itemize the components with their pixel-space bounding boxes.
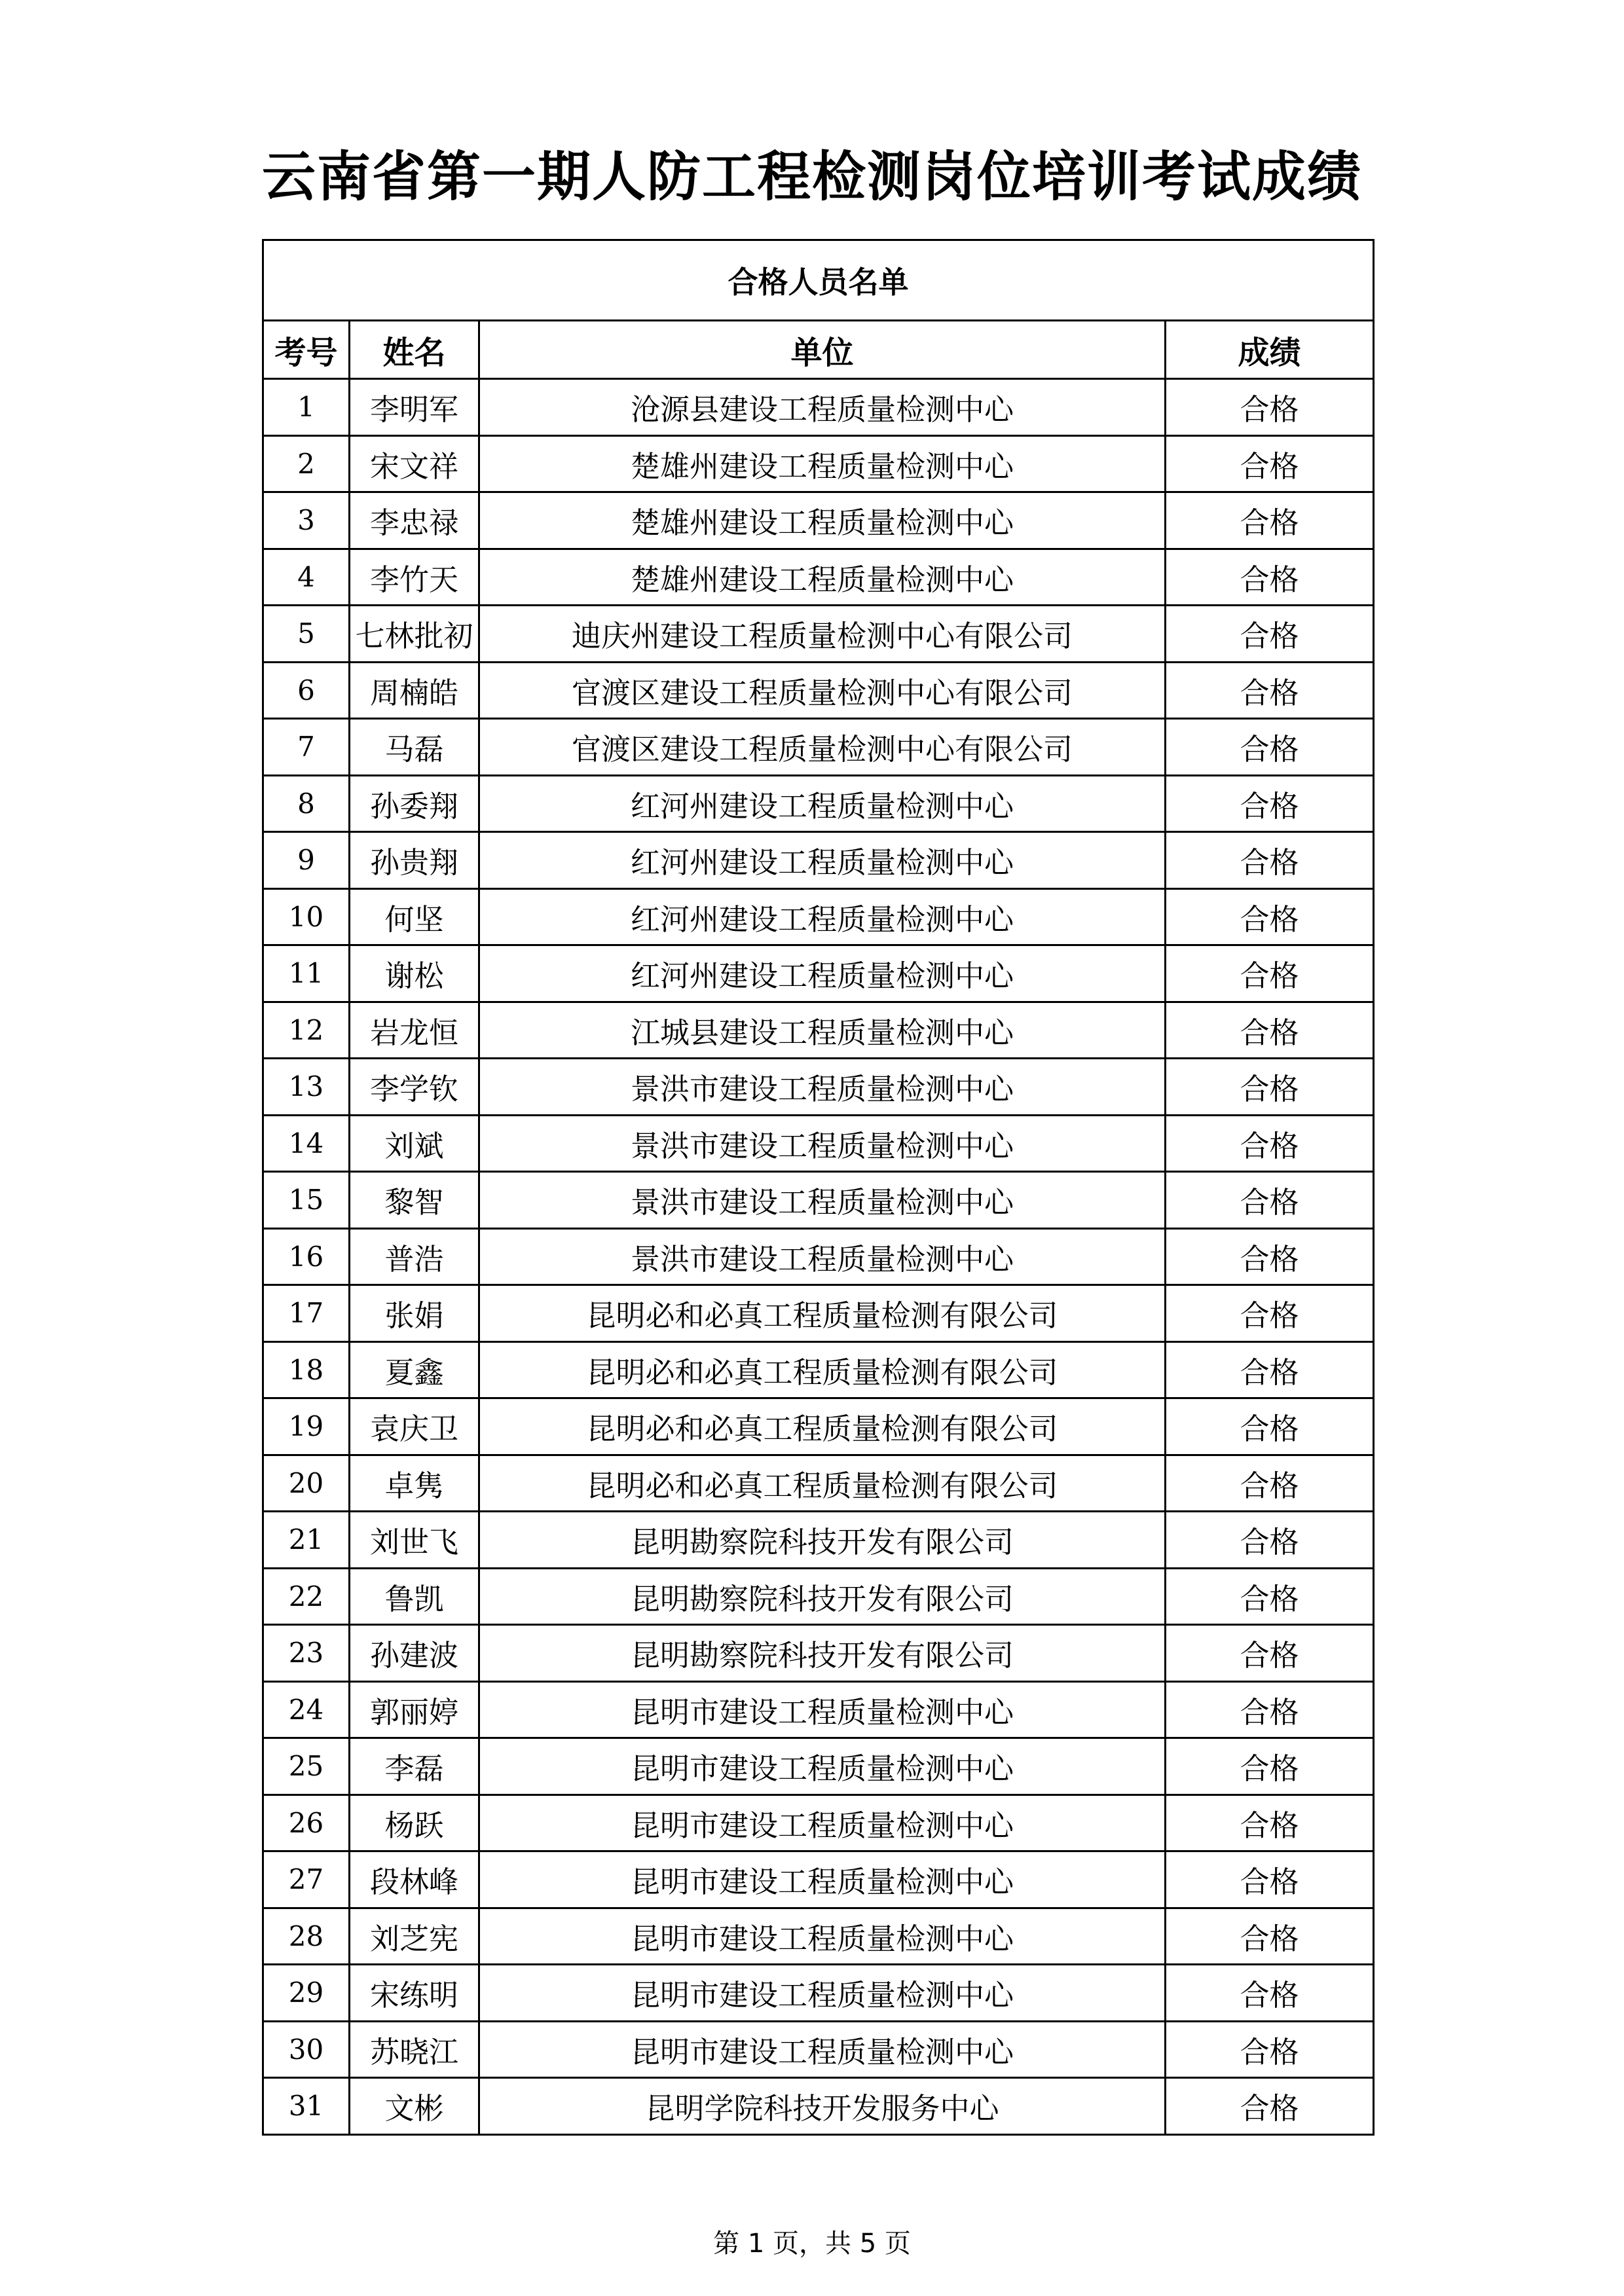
cell-organization: 沧源县建设工程质量检测中心 — [479, 379, 1166, 436]
table-row — [263, 1002, 1374, 1059]
cell-organization: 昆明必和必真工程质量检测有限公司 — [479, 1398, 1166, 1455]
cell-result: 合格 — [1166, 2078, 1374, 2135]
cell-result: 合格 — [1166, 1681, 1374, 1738]
cell-result: 合格 — [1166, 945, 1374, 1002]
cell-name: 七林批初 — [350, 606, 479, 663]
cell-organization: 景洪市建设工程质量检测中心 — [479, 1059, 1166, 1116]
table-row — [263, 1059, 1374, 1116]
cell-organization: 昆明市建设工程质量检测中心 — [479, 1908, 1166, 1965]
cell-exam-number: 17 — [263, 1285, 350, 1342]
cell-organization: 昆明市建设工程质量检测中心 — [479, 1795, 1166, 1851]
cell-name: 宋文祥 — [350, 435, 479, 492]
cell-organization: 红河州建设工程质量检测中心 — [479, 888, 1166, 945]
cell-exam-number: 6 — [263, 662, 350, 719]
cell-name: 李明军 — [350, 379, 479, 436]
header-organization: 单位 — [479, 321, 1166, 379]
page-title: 云南省第一期人防工程检测岗位培训考试成绩 — [261, 145, 1362, 208]
cell-exam-number: 5 — [263, 606, 350, 663]
table-row — [263, 832, 1374, 889]
cell-name: 文彬 — [350, 2078, 479, 2135]
cell-result: 合格 — [1166, 1965, 1374, 2022]
cell-result: 合格 — [1166, 379, 1374, 436]
cell-exam-number: 16 — [263, 1228, 350, 1285]
table-row — [263, 1285, 1374, 1342]
table-row — [263, 606, 1374, 663]
table-row — [263, 549, 1374, 606]
cell-organization: 昆明市建设工程质量检测中心 — [479, 2021, 1166, 2078]
cell-exam-number: 4 — [263, 549, 350, 606]
cell-result: 合格 — [1166, 719, 1374, 776]
cell-name: 李忠禄 — [350, 492, 479, 549]
table-row — [263, 1965, 1374, 2022]
cell-exam-number: 12 — [263, 1002, 350, 1059]
cell-name: 夏鑫 — [350, 1341, 479, 1398]
cell-organization: 官渡区建设工程质量检测中心有限公司 — [479, 662, 1166, 719]
table-row — [263, 1512, 1374, 1569]
table-row — [263, 492, 1374, 549]
table-caption: 合格人员名单 — [263, 240, 1374, 321]
cell-exam-number: 3 — [263, 492, 350, 549]
cell-name: 马磊 — [350, 719, 479, 776]
table-row — [263, 775, 1374, 832]
cell-organization: 江城县建设工程质量检测中心 — [479, 1002, 1166, 1059]
cell-organization: 昆明勘察院科技开发有限公司 — [479, 1512, 1166, 1569]
cell-result: 合格 — [1166, 1851, 1374, 1908]
table-row — [263, 2021, 1374, 2078]
cell-exam-number: 23 — [263, 1625, 350, 1682]
cell-name: 杨跃 — [350, 1795, 479, 1851]
header-exam-number: 考号 — [263, 321, 350, 379]
header-name: 姓名 — [350, 321, 479, 379]
table-row — [263, 1738, 1374, 1795]
cell-exam-number: 20 — [263, 1455, 350, 1512]
cell-result: 合格 — [1166, 1625, 1374, 1682]
cell-name: 普浩 — [350, 1228, 479, 1285]
cell-exam-number: 13 — [263, 1059, 350, 1116]
cell-name: 段林峰 — [350, 1851, 479, 1908]
cell-exam-number: 1 — [263, 379, 350, 436]
cell-name: 刘世飞 — [350, 1512, 479, 1569]
cell-organization: 昆明市建设工程质量检测中心 — [479, 1851, 1166, 1908]
cell-name: 孙建波 — [350, 1625, 479, 1682]
cell-organization: 红河州建设工程质量检测中心 — [479, 775, 1166, 832]
cell-organization: 昆明市建设工程质量检测中心 — [479, 1681, 1166, 1738]
results-table — [262, 239, 1375, 2136]
cell-exam-number: 8 — [263, 775, 350, 832]
header-result: 成绩 — [1166, 321, 1374, 379]
cell-result: 合格 — [1166, 832, 1374, 889]
cell-organization: 楚雄州建设工程质量检测中心 — [479, 435, 1166, 492]
cell-result: 合格 — [1166, 662, 1374, 719]
cell-name: 李磊 — [350, 1738, 479, 1795]
cell-exam-number: 31 — [263, 2078, 350, 2135]
cell-result: 合格 — [1166, 492, 1374, 549]
cell-result: 合格 — [1166, 888, 1374, 945]
cell-result: 合格 — [1166, 2021, 1374, 2078]
cell-result: 合格 — [1166, 1398, 1374, 1455]
table-row — [263, 719, 1374, 776]
cell-organization: 红河州建设工程质量检测中心 — [479, 945, 1166, 1002]
cell-result: 合格 — [1166, 1795, 1374, 1851]
table-row — [263, 1341, 1374, 1398]
table-row — [263, 1681, 1374, 1738]
cell-result: 合格 — [1166, 549, 1374, 606]
cell-exam-number: 10 — [263, 888, 350, 945]
table-row — [263, 1228, 1374, 1285]
cell-result: 合格 — [1166, 1738, 1374, 1795]
cell-exam-number: 15 — [263, 1172, 350, 1229]
page-footer: 第 1 页，共 5 页 — [713, 2229, 911, 2259]
cell-exam-number: 25 — [263, 1738, 350, 1795]
cell-exam-number: 19 — [263, 1398, 350, 1455]
table-row — [263, 1455, 1374, 1512]
table-row — [263, 1625, 1374, 1682]
table-row — [263, 662, 1374, 719]
cell-name: 孙委翔 — [350, 775, 479, 832]
cell-result: 合格 — [1166, 1172, 1374, 1229]
cell-exam-number: 14 — [263, 1115, 350, 1172]
table-row — [263, 1172, 1374, 1229]
cell-result: 合格 — [1166, 435, 1374, 492]
cell-name: 周楠皓 — [350, 662, 479, 719]
cell-organization: 昆明市建设工程质量检测中心 — [479, 1965, 1166, 2022]
table-row — [263, 435, 1374, 492]
cell-organization: 昆明必和必真工程质量检测有限公司 — [479, 1285, 1166, 1342]
cell-exam-number: 9 — [263, 832, 350, 889]
cell-exam-number: 30 — [263, 2021, 350, 2078]
cell-exam-number: 7 — [263, 719, 350, 776]
cell-organization: 迪庆州建设工程质量检测中心有限公司 — [479, 606, 1166, 663]
cell-result: 合格 — [1166, 1568, 1374, 1625]
table-row — [263, 1115, 1374, 1172]
cell-exam-number: 28 — [263, 1908, 350, 1965]
cell-name: 李学钦 — [350, 1059, 479, 1116]
cell-name: 刘芝宪 — [350, 1908, 479, 1965]
cell-result: 合格 — [1166, 1908, 1374, 1965]
cell-name: 黎智 — [350, 1172, 479, 1229]
table-row — [263, 888, 1374, 945]
table-row — [263, 1851, 1374, 1908]
cell-name: 张娟 — [350, 1285, 479, 1342]
cell-organization: 昆明市建设工程质量检测中心 — [479, 1738, 1166, 1795]
cell-exam-number: 27 — [263, 1851, 350, 1908]
cell-name: 岩龙恒 — [350, 1002, 479, 1059]
cell-exam-number: 22 — [263, 1568, 350, 1625]
cell-result: 合格 — [1166, 1059, 1374, 1116]
cell-organization: 昆明必和必真工程质量检测有限公司 — [479, 1341, 1166, 1398]
cell-name: 郭丽婷 — [350, 1681, 479, 1738]
table-row — [263, 2078, 1374, 2135]
table-row — [263, 945, 1374, 1002]
cell-exam-number: 21 — [263, 1512, 350, 1569]
cell-organization: 昆明勘察院科技开发有限公司 — [479, 1625, 1166, 1682]
table-body — [263, 379, 1374, 2135]
cell-organization: 楚雄州建设工程质量检测中心 — [479, 549, 1166, 606]
cell-name: 宋练明 — [350, 1965, 479, 2022]
cell-result: 合格 — [1166, 1341, 1374, 1398]
cell-organization: 昆明勘察院科技开发有限公司 — [479, 1568, 1166, 1625]
cell-name: 谢松 — [350, 945, 479, 1002]
cell-result: 合格 — [1166, 775, 1374, 832]
cell-result: 合格 — [1166, 1512, 1374, 1569]
table-row — [263, 1795, 1374, 1851]
cell-name: 刘斌 — [350, 1115, 479, 1172]
cell-organization: 红河州建设工程质量检测中心 — [479, 832, 1166, 889]
cell-result: 合格 — [1166, 1455, 1374, 1512]
table-row — [263, 1568, 1374, 1625]
cell-name: 李竹天 — [350, 549, 479, 606]
cell-exam-number: 24 — [263, 1681, 350, 1738]
cell-name: 袁庆卫 — [350, 1398, 479, 1455]
cell-exam-number: 26 — [263, 1795, 350, 1851]
cell-result: 合格 — [1166, 1228, 1374, 1285]
cell-name: 何坚 — [350, 888, 479, 945]
cell-exam-number: 29 — [263, 1965, 350, 2022]
cell-organization: 景洪市建设工程质量检测中心 — [479, 1228, 1166, 1285]
table-row — [263, 1908, 1374, 1965]
table-header-row — [263, 321, 1374, 379]
cell-organization: 楚雄州建设工程质量检测中心 — [479, 492, 1166, 549]
cell-exam-number: 11 — [263, 945, 350, 1002]
cell-result: 合格 — [1166, 1002, 1374, 1059]
cell-exam-number: 2 — [263, 435, 350, 492]
cell-name: 卓隽 — [350, 1455, 479, 1512]
table-caption-row — [263, 240, 1374, 321]
cell-organization: 景洪市建设工程质量检测中心 — [479, 1172, 1166, 1229]
table-row — [263, 379, 1374, 436]
cell-organization: 昆明学院科技开发服务中心 — [479, 2078, 1166, 2135]
cell-organization: 昆明必和必真工程质量检测有限公司 — [479, 1455, 1166, 1512]
cell-result: 合格 — [1166, 606, 1374, 663]
cell-name: 鲁凯 — [350, 1568, 479, 1625]
cell-result: 合格 — [1166, 1285, 1374, 1342]
cell-organization: 景洪市建设工程质量检测中心 — [479, 1115, 1166, 1172]
cell-name: 孙贵翔 — [350, 832, 479, 889]
cell-organization: 官渡区建设工程质量检测中心有限公司 — [479, 719, 1166, 776]
cell-result: 合格 — [1166, 1115, 1374, 1172]
cell-name: 苏晓江 — [350, 2021, 479, 2078]
table-row — [263, 1398, 1374, 1455]
cell-exam-number: 18 — [263, 1341, 350, 1398]
